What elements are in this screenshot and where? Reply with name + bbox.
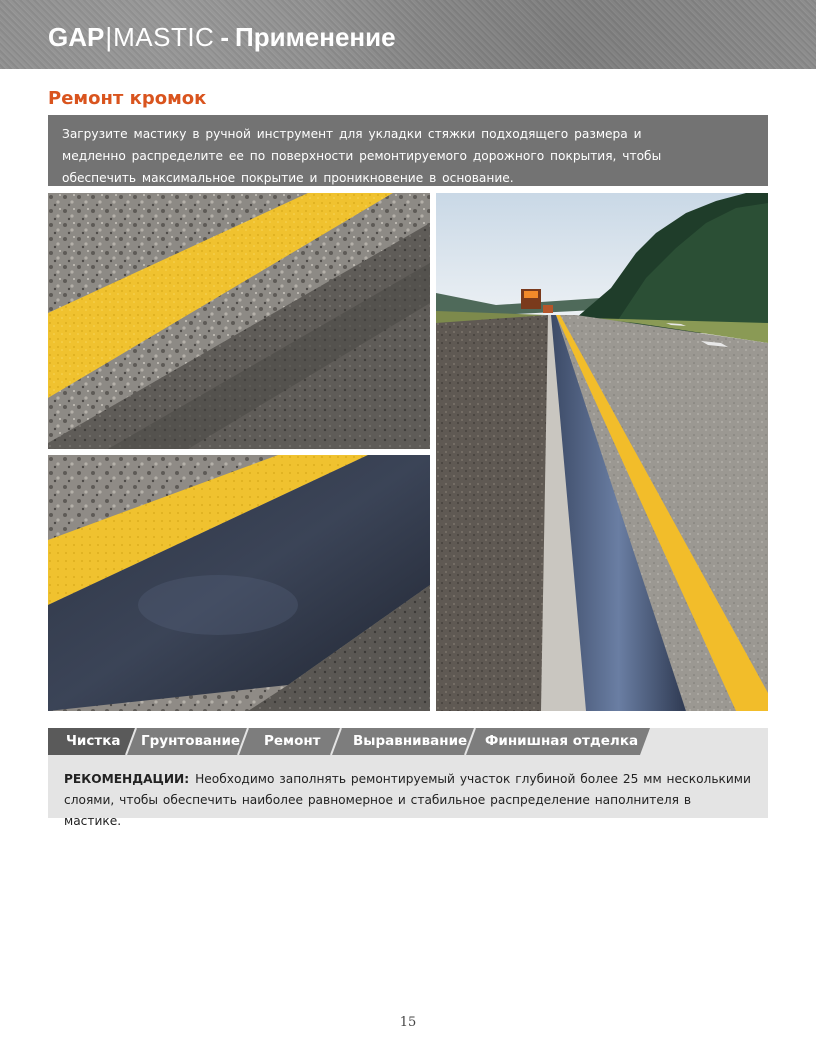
step-finishing[interactable]: Финишная отделка	[485, 733, 639, 749]
mastic-photo	[48, 455, 430, 711]
recommendation-label: РЕКОМЕНДАЦИИ:	[64, 772, 190, 786]
recommendation-text	[64, 769, 752, 832]
step-priming[interactable]: Грунтование	[141, 733, 241, 749]
brand-mastic: MASTIC	[113, 22, 215, 52]
step-cleaning[interactable]: Чистка	[66, 733, 121, 749]
header-section: Применение	[235, 22, 396, 52]
section-title: Ремонт кромок	[48, 88, 207, 109]
curb-photo-image	[48, 193, 430, 449]
intro-text: Загрузите мастику в ручной инструмент для укладки стяжки подходящего размера и медленно распределите ее по поверхности ремонтируемого дорожного покрытия, чтобы обеспечить максимальное покрытие и проникновение в основание.	[62, 127, 662, 185]
process-steps-bar	[48, 728, 768, 755]
brand-separator: |	[105, 22, 113, 52]
highway-photo	[436, 193, 768, 711]
header-title	[48, 24, 396, 50]
curb-photo	[48, 193, 430, 449]
header-dash: -	[220, 22, 230, 52]
step-repair[interactable]: Ремонт	[264, 733, 321, 749]
header-banner	[0, 0, 816, 69]
highway-photo-image	[436, 193, 768, 711]
page-number: 15	[399, 1015, 417, 1030]
intro-panel	[48, 115, 768, 186]
recommendation-panel	[48, 755, 768, 828]
recommendation-body: Необходимо заполнять ремонтируемый участок глубиной более 25 мм несколькими слоями, чтобы обеспечить наиболее равномерное и стабильное распределение наполнителя в мастике.	[64, 772, 751, 828]
mastic-photo-image	[48, 455, 430, 711]
step-leveling[interactable]: Выравнивание	[353, 733, 468, 749]
brand-gap: GAP	[48, 22, 105, 52]
